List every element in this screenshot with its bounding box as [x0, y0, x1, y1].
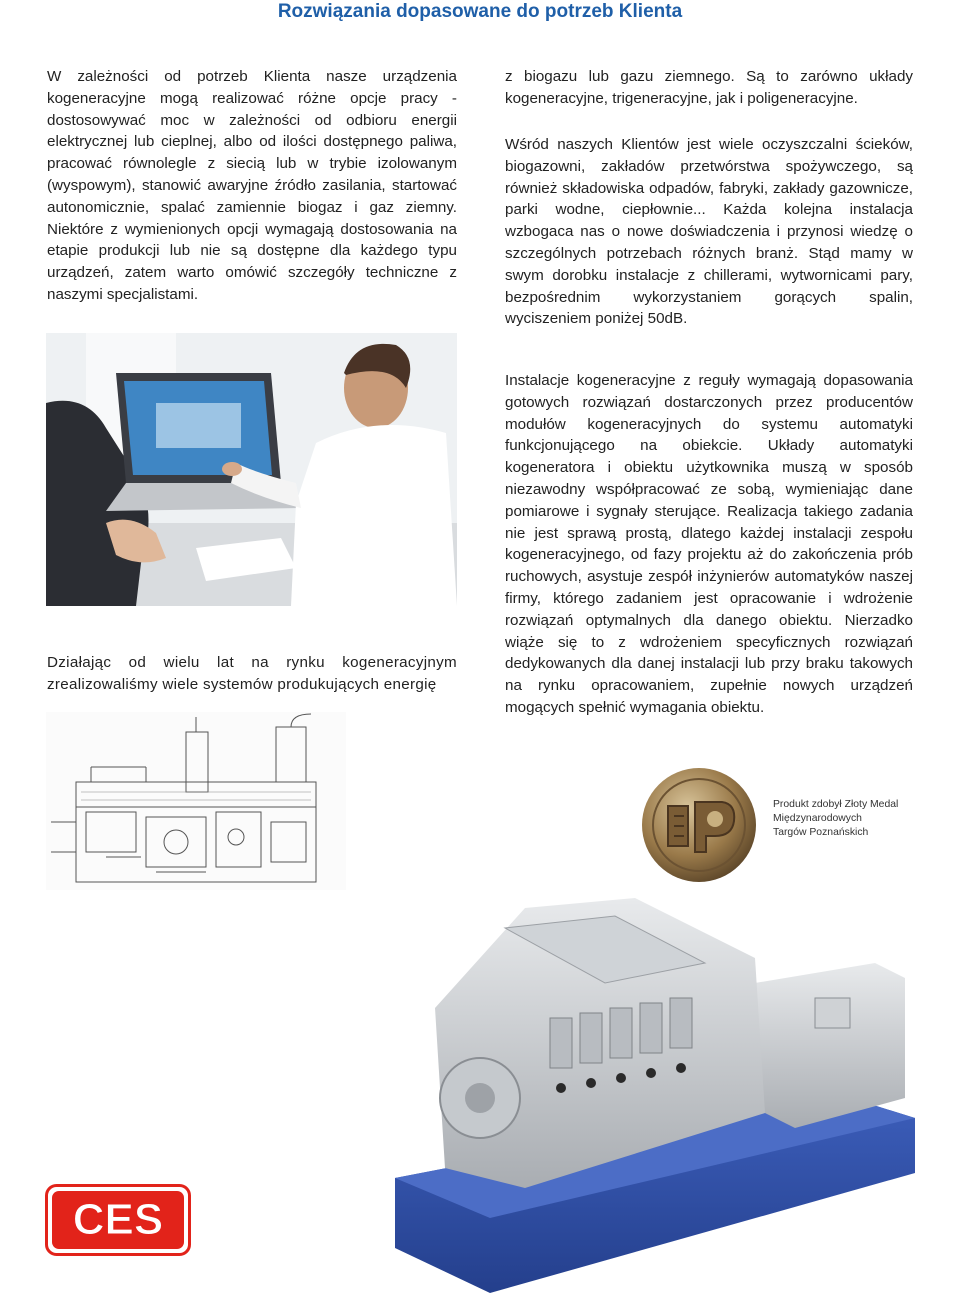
- engine-illustration: [375, 888, 920, 1300]
- schematic-illustration: [46, 712, 346, 890]
- medal-caption-line: Produkt zdobył Złoty Medal: [773, 799, 899, 810]
- business-meeting-photo: [46, 333, 457, 606]
- cogeneration-engine-photo: [375, 888, 920, 1300]
- photo-illustration: [46, 333, 457, 606]
- logo-text: CES: [72, 1195, 164, 1244]
- intro-paragraph: W zależności od potrzeb Klienta nasze urządzenia kogeneracyjne mogą realizować różne opcje pracy - dostosowywać moc w zależności od odbioru energii elektrycznej lub cieplnej, albo od ilości dostępnego paliwa, pracować równolegle z siecią lub w trybie izolowanym (wyspowym), stanowić awaryjne źródło zasilania, startować autonomicznie, spalać zamiennie biogaz i gaz ziemny. Niektóre z wymienionych opcji wymagają dostosowania na etapie produkcji lub nie są dostępne dla każdego typu urządzeń, zatem warto omówić szczegóły techniczne z naszymi specjalistami.: [47, 68, 457, 303]
- automation-paragraph: Instalacje kogeneracyjne z reguły wymagają dopasowania gotowych rozwiązań dostarczonych przez producentów modułów kogeneracyjnych do systemu automatyki funkcjonującego na obiekcie. Układy automatyki kogeneratora i obiektu użytkownika muszą w sposób niezawodny współpracować ze sobą, wymieniając dane pomiarowe i sygnały sterujące. Realizacja takiego zadania nie jest sprawą prostą, dlatego każdej instalacji zespołu kogeneracyjnego, od fazy projektu aż do zakończenia prób ruchowych, asystuje zespół inżynierów automatyków naszej firmy, którego zadaniem jest opracowanie i wdrożenie rozwiązań optymalnych dla danego obiektu. Nierzadko wiąże się to z wdrożeniem specyficznych rozwiązań dedykowanych dla danej instalacji lub przy braku takowych na rynku opracowaniem, zupełnie nowych urządzeń mogących spełnić wymagania obiektu.: [505, 372, 913, 716]
- medal-caption: [773, 798, 923, 840]
- medal-caption-line: Targów Poznańskich: [773, 827, 869, 838]
- ces-logo-mark: [45, 1184, 191, 1256]
- gold-medal-emblem: [640, 766, 758, 884]
- medal-caption-line: Międzynarodowych: [773, 813, 862, 824]
- ces-logo: [45, 1184, 191, 1256]
- experience-paragraph: Działając od wielu lat na rynku kogeneracyjnym zrealizowaliśmy wiele systemów produkujących energię: [47, 654, 457, 693]
- technical-schematic-drawing: [46, 712, 346, 890]
- clients-paragraph: Wśród naszych Klientów jest wiele oczyszczalni ścieków, biogazowni, zakładów przetwórstwa spożywczego, są również składowiska odpadów, fabryki, zakłady gazownicze, parki wodne, ciepłownie... Każda kolejna instalacja wzbogaca nas o nowe doświadczenia i przynosi wiedzę o szczególnych potrzebach różnych branż. Stąd mamy w swym dorobku instalacje z chillerami, wytwornicami pary, bezpośrednim wykorzystaniem gorących spalin, wyciszeniem poniżej 50dB.: [505, 136, 913, 328]
- page-title: Rozwiązania dopasowane do potrzeb Klienta: [277, 1, 683, 22]
- generation-types-paragraph: z biogazu lub gazu ziemnego. Są to zarówno układy kogeneracyjne, trigeneracyjne, jak i poligeneracyjne.: [505, 68, 913, 107]
- medal-icon: [640, 766, 758, 884]
